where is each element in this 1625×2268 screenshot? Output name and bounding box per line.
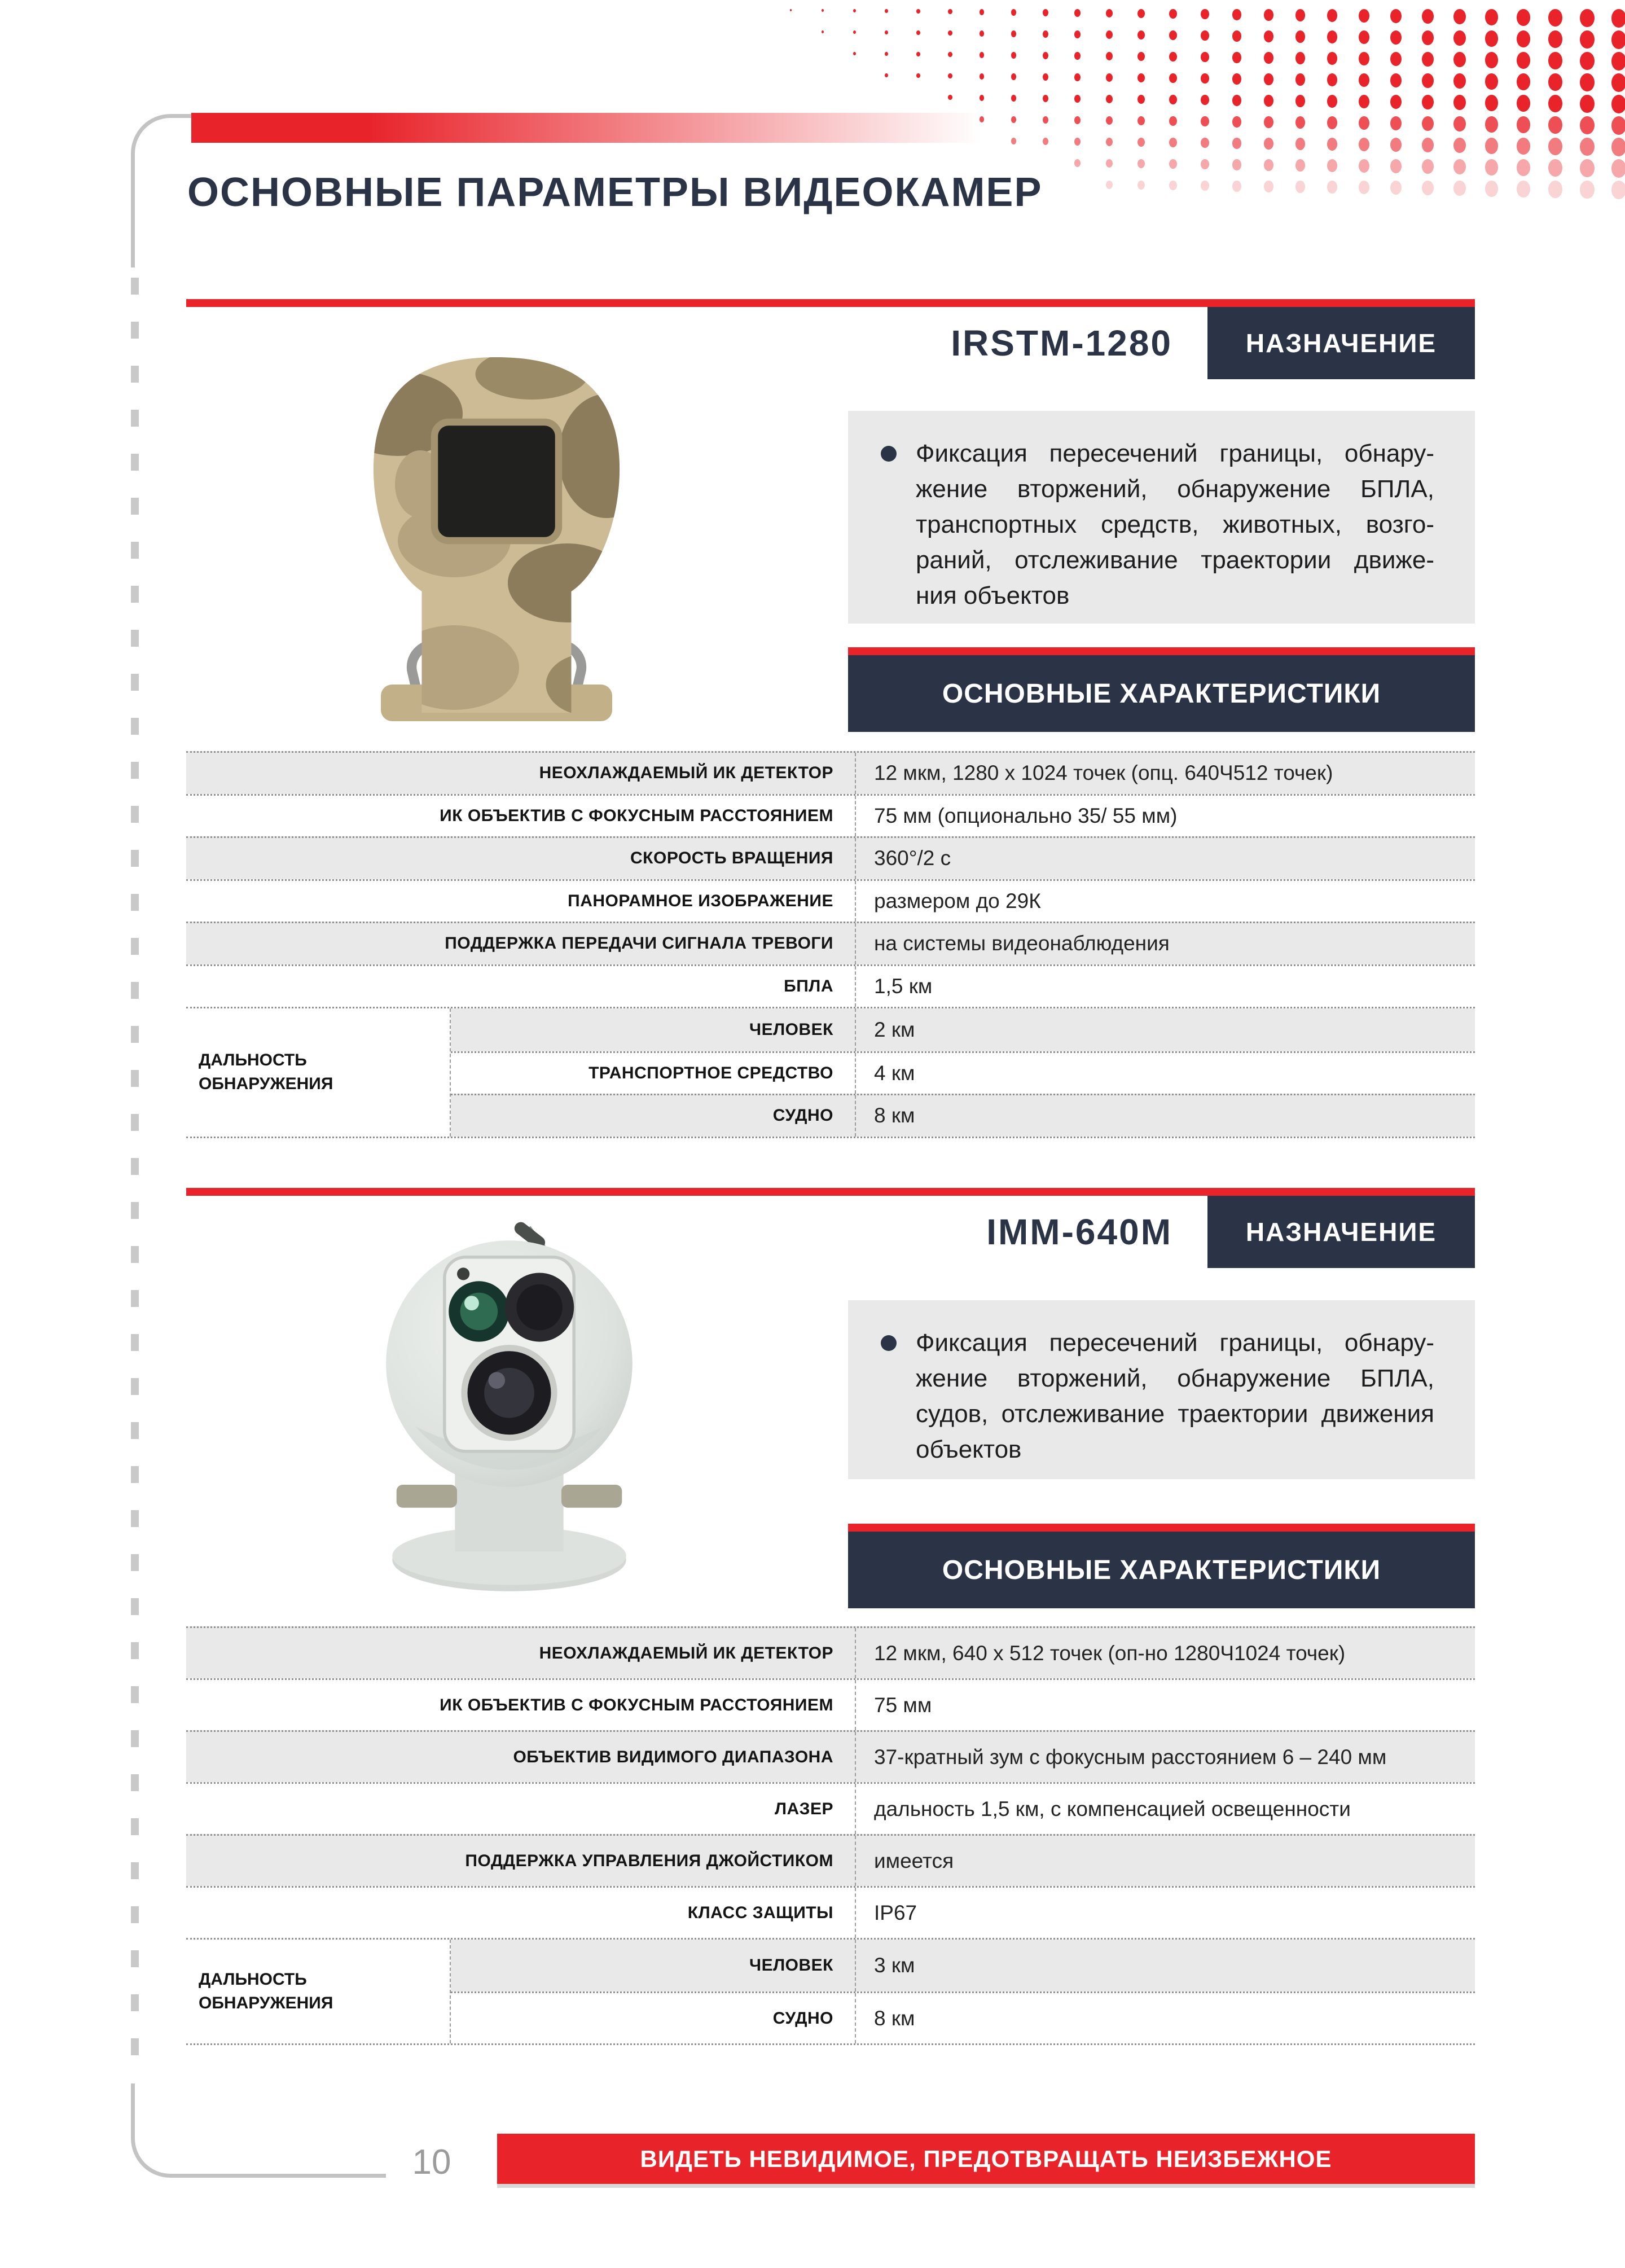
- halftone-dot: [1074, 9, 1081, 17]
- halftone-dot: [1232, 30, 1241, 42]
- bullet-icon: [881, 1335, 897, 1351]
- halftone-dot: [948, 52, 952, 57]
- halftone-dot: [1485, 181, 1498, 197]
- purpose-text-block: [848, 1300, 1475, 1479]
- halftone-dot: [1327, 95, 1337, 108]
- halftone-dot: [1611, 95, 1625, 113]
- spec-value: 2 км: [855, 1008, 1475, 1051]
- halftone-dot: [885, 73, 888, 77]
- halftone-dot: [1453, 73, 1466, 89]
- table-row: [186, 964, 1475, 1007]
- halftone-dot: [1453, 52, 1466, 67]
- detection-range-rows: [450, 1008, 1475, 1137]
- spec-label: СКОРОСТЬ ВРАЩЕНИЯ: [630, 849, 833, 868]
- spec-label: ЛАЗЕР: [774, 1799, 833, 1818]
- halftone-dot: [948, 95, 952, 100]
- camera-photo-imm-640m: [353, 1196, 666, 1600]
- halftone-dot: [1611, 116, 1625, 135]
- table-row: [186, 1730, 1475, 1782]
- characteristics-banner: [848, 1524, 1475, 1608]
- halftone-dot: [1517, 73, 1530, 90]
- halftone-dot: [980, 95, 984, 101]
- purpose-line: транспортных средств, животных, возго-: [916, 511, 1434, 538]
- halftone-dot: [1327, 9, 1337, 22]
- spec-value: 12 мкм, 1280 x 1024 точек (опц. 640Ч512 точек): [855, 753, 1475, 794]
- halftone-dot: [853, 9, 856, 12]
- halftone-dot: [1169, 159, 1177, 169]
- halftone-dot: [1106, 159, 1113, 168]
- halftone-dot: [1106, 9, 1113, 17]
- spec-value: 12 мкм, 640 x 512 точек (оп-но 1280Ч1024 точек): [855, 1628, 1475, 1678]
- purpose-line: Фиксация пересечений границы, обнару-: [916, 440, 1434, 467]
- halftone-dot: [1074, 95, 1081, 103]
- halftone-dot: [1011, 138, 1016, 144]
- halftone-dot: [1517, 181, 1530, 198]
- halftone-dot: [1390, 116, 1402, 130]
- spec-label: НЕОХЛАЖДАЕМЫЙ ИК ДЕТЕКТОР: [539, 764, 833, 783]
- characteristics-banner: [848, 647, 1475, 732]
- halftone-dot: [1074, 52, 1081, 60]
- table-row: [186, 922, 1475, 964]
- table-row: [186, 1782, 1475, 1834]
- frame-corner-bottom-left: [131, 2083, 386, 2178]
- halftone-dot: [1264, 95, 1273, 107]
- halftone-dot: [1138, 138, 1145, 147]
- halftone-dot: [1043, 138, 1048, 145]
- section-divider-rule: [186, 1188, 1475, 1196]
- halftone-dot: [1074, 159, 1081, 167]
- halftone-dot: [1422, 116, 1434, 131]
- halftone-dot: [1201, 95, 1209, 105]
- purpose-line: жение вторжений, обнаружение БПЛА,: [916, 475, 1434, 503]
- halftone-dot: [1453, 138, 1466, 153]
- halftone-dot: [1264, 138, 1273, 150]
- halftone-dot: [1295, 73, 1305, 86]
- halftone-dot: [1295, 52, 1305, 64]
- halftone-dot: [1201, 30, 1209, 41]
- halftone-dot: [1106, 30, 1113, 39]
- halftone-dot: [1295, 95, 1305, 107]
- halftone-dot: [1232, 9, 1241, 20]
- halftone-dot: [1043, 116, 1048, 124]
- halftone-dot: [1295, 138, 1305, 150]
- halftone-dot: [916, 9, 920, 14]
- bullet-icon: [881, 446, 897, 462]
- detection-range-group: [186, 1007, 1475, 1137]
- halftone-dot: [1580, 95, 1595, 113]
- purpose-badge: НАЗНАЧЕНИЕ: [1207, 1196, 1475, 1268]
- purpose-line: судов, отслеживание траектории движения: [916, 1400, 1434, 1428]
- spec-value: 37-кратный зум с фокусным расстоянием 6 – 240 мм: [855, 1732, 1475, 1782]
- spec-value: размером до 29К: [855, 881, 1475, 922]
- table-row: [186, 794, 1475, 837]
- halftone-dot: [1138, 116, 1145, 125]
- halftone-dot: [1422, 30, 1434, 45]
- banner-red-strip: [848, 647, 1475, 655]
- halftone-dot: [1327, 30, 1337, 43]
- halftone-dot: [1074, 116, 1081, 124]
- halftone-dot: [1390, 138, 1402, 152]
- halftone-dot: [980, 52, 984, 58]
- spec-value: 8 км: [855, 1095, 1475, 1137]
- halftone-dot: [1043, 30, 1048, 38]
- halftone-dot: [1011, 73, 1016, 80]
- halftone-dot: [1580, 52, 1595, 70]
- halftone-dot: [916, 30, 920, 35]
- camera-photo-irstm-1280: [285, 315, 708, 732]
- halftone-dot: [1264, 73, 1273, 85]
- halftone-dot: [1422, 9, 1434, 24]
- halftone-dot: [1106, 95, 1113, 103]
- spec-label: СУДНО: [772, 2008, 833, 2028]
- halftone-dot: [1485, 159, 1498, 176]
- halftone-dot: [790, 9, 792, 11]
- halftone-dot: [1548, 116, 1562, 134]
- spec-value: имеется: [855, 1836, 1475, 1886]
- table-row: [186, 751, 1475, 794]
- spec-value: 3 км: [855, 1940, 1475, 1991]
- table-row: [451, 1008, 1475, 1051]
- halftone-dot: [1580, 138, 1595, 156]
- halftone-dot: [1011, 95, 1016, 102]
- halftone-dot: [1169, 52, 1177, 62]
- halftone-dot: [1232, 73, 1241, 85]
- halftone-dot: [1359, 52, 1369, 65]
- halftone-dot: [1201, 138, 1209, 148]
- halftone-dot: [1138, 30, 1145, 40]
- section-divider-rule: [186, 299, 1475, 307]
- halftone-dot: [1169, 30, 1177, 40]
- halftone-dot: [1485, 95, 1498, 111]
- table-row: [186, 1834, 1475, 1886]
- spec-value: дальность 1,5 км, с компенсацией освещенности: [855, 1784, 1475, 1834]
- table-row: [451, 1094, 1475, 1137]
- table-row: [186, 1678, 1475, 1730]
- halftone-dot: [1043, 73, 1048, 81]
- halftone-dot: [1043, 9, 1048, 16]
- halftone-dot: [1359, 73, 1369, 87]
- halftone-dot: [853, 52, 856, 55]
- halftone-dot: [1106, 116, 1113, 125]
- halftone-dot: [885, 30, 888, 34]
- halftone-dot: [1327, 116, 1337, 129]
- halftone-dot: [1011, 116, 1016, 123]
- spec-label: ОБЪЕКТИВ ВИДИМОГО ДИАПАЗОНА: [513, 1747, 833, 1766]
- halftone-dot: [1169, 95, 1177, 104]
- halftone-dot: [1264, 9, 1273, 21]
- frame-corner-top-left: [131, 114, 196, 267]
- halftone-dot: [1390, 9, 1402, 23]
- halftone-dot: [1232, 116, 1241, 128]
- table-row: [186, 1886, 1475, 1938]
- detection-range-label: [186, 1008, 450, 1137]
- halftone-dot: [885, 52, 888, 56]
- halftone-dot: [1169, 138, 1177, 147]
- model-name: IMM-640M: [986, 1212, 1172, 1252]
- halftone-dot: [1517, 95, 1530, 112]
- detection-range-group: [186, 1938, 1475, 2043]
- top-red-gradient-bar: [191, 113, 981, 143]
- halftone-dot: [1485, 138, 1498, 154]
- spec-label: ИК ОБЪЕКТИВ С ФОКУСНЫМ РАССТОЯНИЕМ: [440, 1695, 833, 1714]
- halftone-dot: [1517, 52, 1530, 69]
- purpose-line: жение вторжений, обнаружение БПЛА,: [916, 1365, 1434, 1392]
- halftone-dot: [1517, 9, 1530, 26]
- halftone-dot: [1611, 159, 1625, 178]
- halftone-dot: [1548, 138, 1562, 155]
- spec-label: ТРАНСПОРТНОЕ СРЕДСТВО: [588, 1063, 833, 1082]
- halftone-dot: [916, 73, 920, 78]
- halftone-dot: [1138, 159, 1145, 168]
- detection-range-word: ОБНАРУЖЕНИЯ: [199, 1074, 333, 1094]
- halftone-dot: [1611, 52, 1625, 71]
- table-row: [451, 1991, 1475, 2043]
- halftone-dot: [1138, 9, 1145, 18]
- halftone-dot: [1390, 95, 1402, 109]
- halftone-dot: [1453, 30, 1466, 46]
- table-row: [186, 879, 1475, 922]
- halftone-dot: [1517, 30, 1530, 47]
- halftone-dot: [1106, 52, 1113, 60]
- halftone-dot: [1580, 159, 1595, 177]
- halftone-dot: [1453, 95, 1466, 110]
- purpose-line: Фиксация пересечений границы, обнару-: [916, 1329, 1434, 1357]
- halftone-dot: [1517, 138, 1530, 155]
- halftone-dot: [1327, 138, 1337, 151]
- purpose-text-block: [848, 411, 1475, 624]
- halftone-dot: [948, 9, 952, 14]
- halftone-dot: [885, 9, 888, 13]
- purpose-line: раний, отслеживание траектории движе-: [916, 546, 1434, 574]
- frame-left-dashed-line: [131, 278, 139, 2078]
- halftone-dot: [822, 9, 824, 12]
- halftone-dot: [1138, 52, 1145, 61]
- halftone-dot: [1390, 73, 1402, 87]
- banner-title: ОСНОВНЫЕ ХАРАКТЕРИСТИКИ: [848, 655, 1475, 732]
- halftone-dot: [1201, 52, 1209, 62]
- halftone-dot: [1580, 181, 1595, 199]
- halftone-dot: [1548, 181, 1562, 198]
- halftone-dot: [1043, 52, 1048, 59]
- model-name: IRSTM-1280: [951, 323, 1172, 363]
- table-row: [186, 1626, 1475, 1678]
- halftone-dot: [1611, 9, 1625, 28]
- halftone-dot: [1106, 73, 1113, 82]
- spec-label: ПОДДЕРЖКА ПЕРЕДАЧИ СИГНАЛА ТРЕВОГИ: [445, 934, 833, 953]
- halftone-dot: [1264, 116, 1273, 128]
- halftone-dot: [1548, 73, 1562, 91]
- halftone-dot: [980, 9, 984, 15]
- halftone-dot: [1422, 73, 1434, 88]
- halftone-dot: [1517, 116, 1530, 133]
- halftone-dot: [1485, 73, 1498, 90]
- halftone-dot: [1390, 52, 1402, 66]
- banner-title: ОСНОВНЫЕ ХАРАКТЕРИСТИКИ: [848, 1532, 1475, 1608]
- spec-value: 75 мм: [855, 1680, 1475, 1730]
- spec-label: КЛАСС ЗАЩИТЫ: [687, 1903, 833, 1922]
- halftone-dot: [1169, 116, 1177, 126]
- detection-range-word: ОБНАРУЖЕНИЯ: [199, 1994, 333, 2012]
- halftone-dot: [1611, 181, 1625, 199]
- halftone-dot: [980, 73, 984, 80]
- halftone-dot: [1201, 73, 1209, 84]
- spec-table-irstm-1280: [186, 751, 1475, 1138]
- spec-label: БПЛА: [784, 976, 833, 995]
- halftone-dot: [1011, 52, 1016, 59]
- halftone-dot: [1359, 138, 1369, 151]
- halftone-dot: [1169, 9, 1177, 19]
- spec-label: ЧЕЛОВЕК: [749, 1020, 833, 1039]
- halftone-dot: [1548, 9, 1562, 27]
- halftone-dot: [1327, 73, 1337, 86]
- detection-range-label: [186, 1940, 450, 2043]
- halftone-dot: [1580, 73, 1595, 91]
- halftone-dot: [1422, 95, 1434, 109]
- halftone-dot: [1295, 9, 1305, 21]
- spec-label: НЕОХЛАЖДАЕМЫЙ ИК ДЕТЕКТОР: [539, 1643, 833, 1662]
- halftone-dot: [1074, 73, 1081, 81]
- halftone-dot: [948, 30, 952, 36]
- halftone-dot: [1264, 52, 1273, 64]
- halftone-dot: [1422, 138, 1434, 152]
- halftone-dot: [1422, 52, 1434, 67]
- halftone-dot: [1485, 116, 1498, 133]
- detection-range-rows: [450, 1940, 1475, 2043]
- halftone-dot: [1232, 52, 1241, 63]
- halftone-dot: [1138, 95, 1145, 104]
- purpose-line: объектов: [916, 1436, 1022, 1463]
- page-title: ОСНОВНЫЕ ПАРАМЕТРЫ ВИДЕОКАМЕР: [187, 170, 1043, 215]
- banner-red-strip: [848, 1524, 1475, 1532]
- halftone-dot: [822, 30, 824, 33]
- halftone-dot: [1453, 9, 1466, 24]
- halftone-dot: [853, 30, 856, 34]
- page-number: 10: [412, 2143, 451, 2182]
- halftone-dot: [1453, 116, 1466, 131]
- footer-slogan-banner: ВИДЕТЬ НЕВИДИМОЕ, ПРЕДОТВРАЩАТЬ НЕИЗБЕЖНОЕ: [497, 2134, 1475, 2188]
- halftone-dot: [1201, 9, 1209, 19]
- halftone-dot: [1611, 138, 1625, 156]
- halftone-dot: [1580, 30, 1595, 49]
- halftone-dot: [1074, 138, 1081, 146]
- detection-range-word: ДАЛЬНОСТЬ: [199, 1970, 307, 1989]
- halftone-dot: [1264, 30, 1273, 42]
- halftone-dot: [1043, 95, 1048, 102]
- halftone-dot: [1548, 52, 1562, 69]
- halftone-dot: [1106, 138, 1113, 146]
- halftone-dot: [1011, 30, 1016, 37]
- halftone-dot: [1359, 30, 1369, 44]
- halftone-dot: [1548, 30, 1562, 48]
- halftone-dot: [1327, 52, 1337, 65]
- spec-table-imm-640m: [186, 1626, 1475, 2045]
- spec-label: ЧЕЛОВЕК: [749, 1956, 833, 1975]
- purpose-line: ния объектов: [916, 582, 1070, 609]
- halftone-dot: [1201, 159, 1209, 169]
- table-row: [186, 836, 1475, 879]
- halftone-dot: [1011, 9, 1016, 16]
- halftone-dot: [1580, 9, 1595, 27]
- spec-value: 4 км: [855, 1053, 1475, 1094]
- spec-value: 8 км: [855, 1993, 1475, 2043]
- halftone-dot: [980, 30, 984, 37]
- halftone-dot: [1485, 52, 1498, 68]
- spec-label: ИК ОБЪЕКТИВ С ФОКУСНЫМ РАССТОЯНИЕМ: [440, 806, 833, 825]
- spec-value: IP67: [855, 1888, 1475, 1938]
- halftone-dot: [1359, 95, 1369, 108]
- halftone-dot: [1485, 9, 1498, 25]
- halftone-dot: [1295, 116, 1305, 129]
- spec-value: 360°/2 с: [855, 838, 1475, 879]
- halftone-dot: [1611, 73, 1625, 92]
- table-row: [451, 1940, 1475, 1991]
- spec-value: 75 мм (опционально 35/ 55 мм): [855, 796, 1475, 837]
- halftone-dot: [1232, 95, 1241, 106]
- halftone-dot: [1580, 116, 1595, 134]
- halftone-dot: [1201, 116, 1209, 126]
- halftone-dot: [1548, 95, 1562, 112]
- halftone-dot: [1074, 30, 1081, 38]
- detection-range-word: ДАЛЬНОСТЬ: [199, 1051, 307, 1070]
- halftone-dot: [1232, 159, 1241, 170]
- halftone-dot: [1548, 159, 1562, 177]
- halftone-dot: [1169, 73, 1177, 83]
- halftone-dot: [1359, 9, 1369, 23]
- halftone-dot: [1138, 73, 1145, 82]
- halftone-dot: [948, 73, 952, 78]
- halftone-dot: [1517, 159, 1530, 176]
- halftone-dot: [1485, 30, 1498, 47]
- spec-value: 1,5 км: [855, 966, 1475, 1007]
- spec-value: на системы видеонаблюдения: [855, 923, 1475, 964]
- spec-label: ПОДДЕРЖКА УПРАВЛЕНИЯ ДЖОЙСТИКОМ: [465, 1851, 833, 1870]
- spec-label: ПАНОРАМНОЕ ИЗОБРАЖЕНИЕ: [568, 891, 833, 910]
- halftone-dot: [1295, 30, 1305, 43]
- halftone-dot: [916, 52, 920, 56]
- halftone-dot: [1232, 138, 1241, 149]
- halftone-dot: [1611, 30, 1625, 49]
- table-row: [451, 1051, 1475, 1094]
- spec-label: СУДНО: [772, 1106, 833, 1125]
- halftone-dot: [1359, 116, 1369, 130]
- halftone-dot: [1390, 30, 1402, 45]
- purpose-badge: НАЗНАЧЕНИЕ: [1207, 307, 1475, 379]
